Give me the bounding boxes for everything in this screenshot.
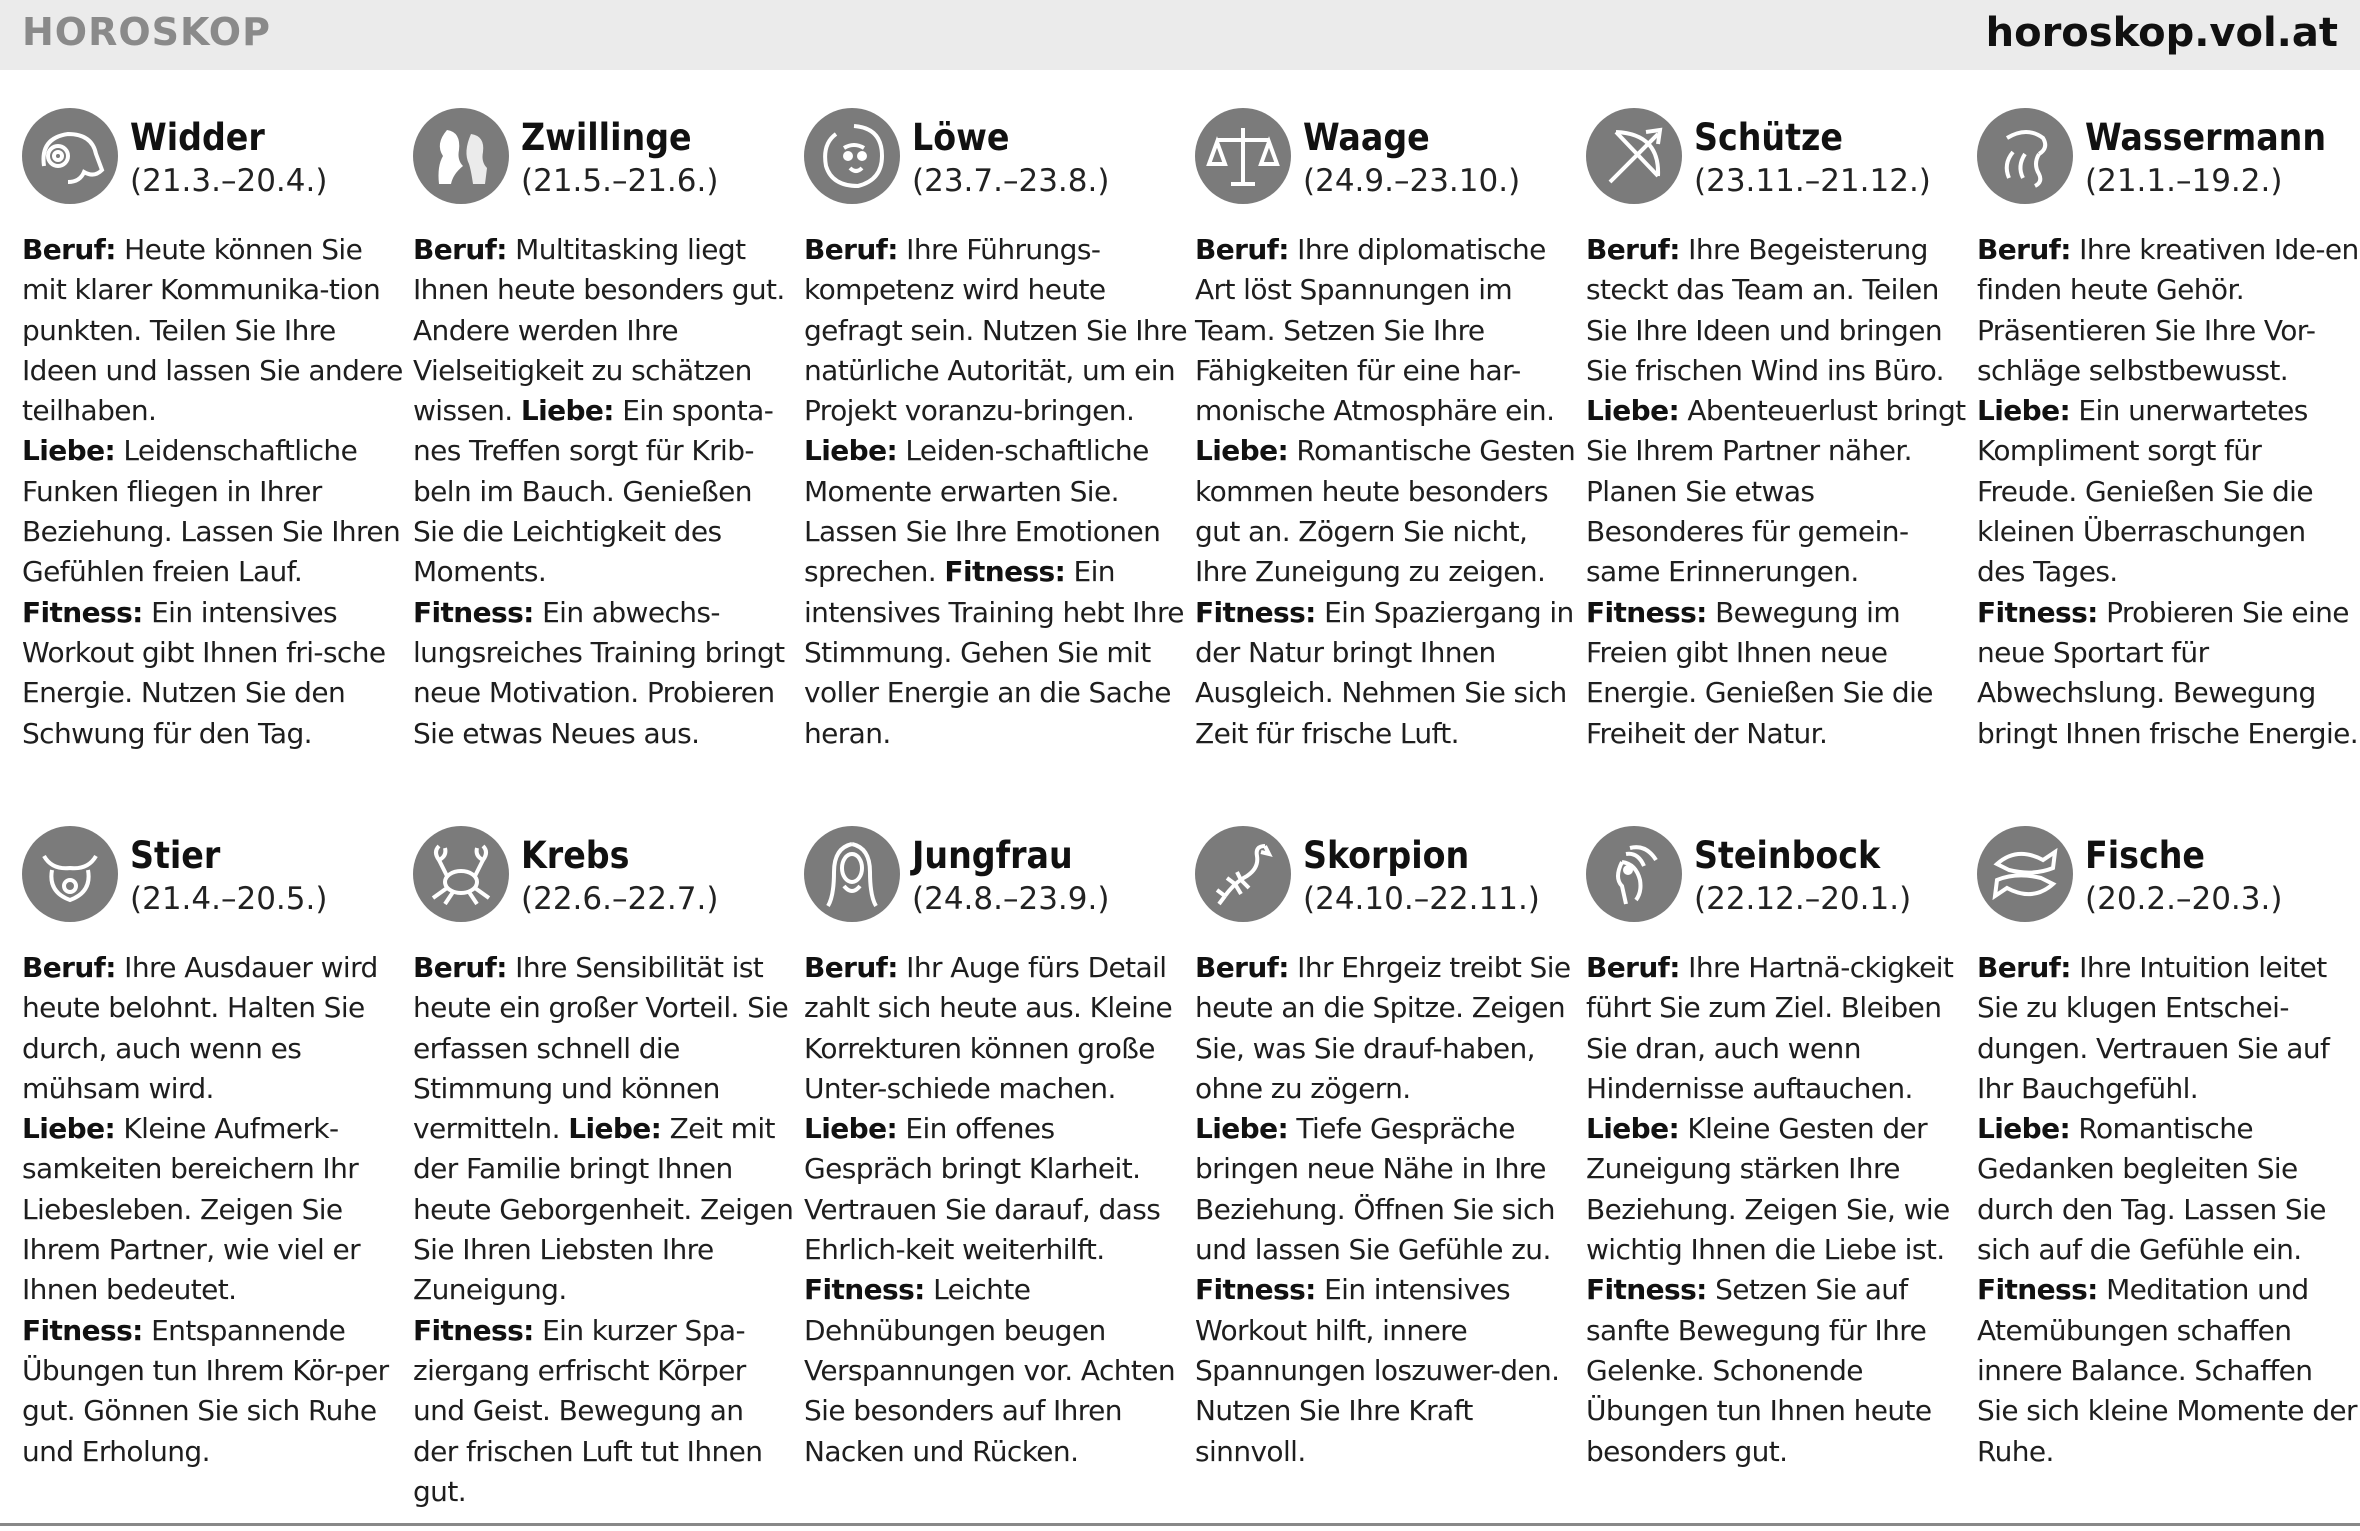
sign-name: Steinbock [1694, 834, 1881, 877]
text-beruf: Ihre Führungs-kompetenz wird heute gefragt sein. Nutzen Sie Ihre natürliche Autorität, um ein Projekt voranzu-bringen. [804, 233, 1187, 428]
label-fitness: Fitness: [1195, 1273, 1316, 1307]
label-liebe: Liebe: [22, 434, 116, 468]
fish-icon [1977, 826, 2073, 922]
text-fitness: Ein kurzer Spa-ziergang erfrischt Körper und Geist. Bewegung an der frischen Luft tut Ihnen gut. [413, 1313, 763, 1508]
goat-icon [1586, 826, 1682, 922]
label-beruf: Beruf: [1977, 233, 2071, 266]
label-fitness: Fitness: [804, 1273, 925, 1307]
text-fitness: Meditation und Atemübungen schaffen innere Balance. Schaffen Sie sich kleine Momente der Ruhe. [1977, 1273, 2357, 1468]
sign-schuetze [1586, 108, 1977, 826]
text-fitness: Ein intensives Workout hilft, innere Spannungen loszuwer-den. Nutzen Sie Ihre Kraft sinnvoll. [1195, 1273, 1560, 1468]
label-liebe: Liebe: [1977, 1112, 2071, 1146]
label-fitness: Fitness: [1195, 595, 1316, 629]
label-beruf: Beruf: [22, 951, 116, 984]
label-beruf: Beruf: [804, 233, 898, 266]
text-liebe: Romantische Gesten kommen heute besonders gut an. Zögern Sie nicht, Ihre Zuneigung zu zeigen. [1195, 434, 1576, 589]
sign-text [22, 230, 405, 754]
sign-dates: (21.3.–20.4.) [130, 163, 328, 199]
sign-dates: (22.12.–20.1.) [1694, 881, 1912, 917]
label-beruf: Beruf: [804, 951, 898, 984]
label-fitness: Fitness: [1586, 1273, 1707, 1307]
crab-icon [413, 826, 509, 922]
label-liebe: Liebe: [1977, 394, 2071, 428]
label-fitness: Fitness: [413, 595, 534, 629]
text-fitness: Entspannende Übungen tun Ihrem Kör-per gut. Gönnen Sie sich Ruhe und Erholung. [22, 1313, 389, 1468]
label-liebe: Liebe: [804, 434, 898, 468]
text-fitness: Ein abwechs-lungsreiches Training bringt neue Motivation. Probieren Sie etwas Neues aus. [413, 595, 785, 750]
text-liebe: Abenteuerlust bringt Sie Ihrem Partner näher. Planen Sie etwas Besonderes für gemein-same Erinnerungen. [1586, 394, 1966, 589]
sign-dates: (23.7.–23.8.) [912, 163, 1110, 199]
text-liebe: Kleine Gesten der Zuneigung stärken Ihre Beziehung. Zeigen Sie, wie wichtig Ihnen die Liebe ist. [1586, 1112, 1950, 1267]
virgin-icon [804, 826, 900, 922]
label-liebe: Liebe: [804, 1112, 898, 1146]
label-liebe: Liebe: [1586, 394, 1680, 428]
twins-icon [413, 108, 509, 204]
sign-text [413, 948, 796, 1512]
sign-skorpion [1195, 826, 1586, 1523]
label-beruf: Beruf: [1195, 951, 1289, 984]
text-beruf: Ihre Intuition leitet Sie zu klugen Entschei-dungen. Vertrauen Sie auf Ihr Bauchgefühl. [1977, 951, 2330, 1105]
label-beruf: Beruf: [1195, 233, 1289, 266]
sign-name: Stier [130, 834, 221, 877]
page-title: HOROSKOP [22, 10, 271, 54]
sign-text [804, 948, 1187, 1472]
label-beruf: Beruf: [1977, 951, 2071, 984]
sign-text [22, 948, 405, 1472]
sign-name: Schütze [1694, 116, 1843, 159]
text-fitness: Ein Spaziergang in der Natur bringt Ihnen Ausgleich. Nehmen Sie sich Zeit für frische Luft. [1195, 595, 1574, 750]
sign-steinbock [1586, 826, 1977, 1523]
label-beruf: Beruf: [413, 233, 507, 266]
sign-text [804, 230, 1187, 754]
text-beruf: Heute können Sie mit klarer Kommunika-tion punkten. Teilen Sie Ihre Ideen und lassen Sie andere teilhaben. [22, 233, 403, 428]
text-beruf: Ihre Ausdauer wird heute belohnt. Halten Sie durch, auch wenn es mühsam wird. [22, 951, 378, 1105]
ram-icon [22, 108, 118, 204]
sign-dates: (24.10.–22.11.) [1303, 881, 1540, 917]
sign-name: Löwe [912, 116, 1010, 159]
header-bar [0, 0, 2360, 70]
text-fitness: Ein intensives Workout gibt Ihnen fri-sche Energie. Nutzen Sie den Schwung für den Tag. [22, 595, 386, 750]
sign-name: Widder [130, 116, 265, 159]
label-beruf: Beruf: [1586, 951, 1680, 984]
archer-icon [1586, 108, 1682, 204]
label-liebe: Liebe: [22, 1112, 116, 1146]
sign-text [1977, 230, 2360, 754]
text-beruf: Ihre kreativen Ide-en finden heute Gehör. Präsentieren Sie Ihre Vor-schläge selbstbewusst. [1977, 233, 2359, 387]
sign-text [1977, 948, 2360, 1472]
sign-dates: (22.6.–22.7.) [521, 881, 719, 917]
text-liebe: Ein unerwartetes Kompliment sorgt für Freude. Genießen Sie die kleinen Überraschungen des Tages. [1977, 394, 2313, 589]
text-liebe: Kleine Aufmerk-samkeiten bereichern Ihr Liebesleben. Zeigen Sie Ihrem Partner, wie viel er Ihnen bedeutet. [22, 1112, 361, 1307]
sign-dates: (24.9.–23.10.) [1303, 163, 1521, 199]
text-fitness: Setzen Sie auf sanfte Bewegung für Ihre Gelenke. Schonende Übungen tun Ihnen heute besonders gut. [1586, 1273, 1932, 1468]
sign-jungfrau [804, 826, 1195, 1523]
sign-text [1195, 230, 1578, 754]
text-liebe: Leidenschaftliche Funken fliegen in Ihrer Beziehung. Lassen Sie Ihren Gefühlen freien Lauf. [22, 434, 401, 589]
label-liebe: Liebe: [1586, 1112, 1680, 1146]
sign-loewe [804, 108, 1195, 826]
sign-name: Wassermann [2085, 116, 2327, 159]
label-beruf: Beruf: [1586, 233, 1680, 266]
label-fitness: Fitness: [944, 555, 1066, 589]
site-link[interactable]: horoskop.vol.at [1985, 10, 2338, 56]
text-liebe: Romantische Gedanken begleiten Sie durch den Tag. Lassen Sie sich auf die Gefühle ein. [1977, 1112, 2326, 1267]
sign-dates: (21.5.–21.6.) [521, 163, 719, 199]
sign-dates: (21.1.–19.2.) [2085, 163, 2283, 199]
sign-dates: (24.8.–23.9.) [912, 881, 1110, 917]
scorpion-icon [1195, 826, 1291, 922]
text-fitness: Probieren Sie eine neue Sportart für Abwechslung. Bewegung bringt Ihnen frische Energie. [1977, 595, 2359, 750]
sign-name: Skorpion [1303, 834, 1470, 877]
text-liebe: Leiden-schaftliche Momente erwarten Sie. Lassen Sie Ihre Emotionen sprechen. [804, 434, 1161, 589]
label-fitness: Fitness: [22, 1313, 143, 1347]
text-liebe: Ein sponta-nes Treffen sorgt für Krib-beln im Bauch. Genießen Sie die Leichtigkeit des Moments. [413, 394, 774, 589]
text-fitness: Ein intensives Training hebt Ihre Stimmung. Gehen Sie mit voller Energie an die Sache heran. [804, 555, 1184, 750]
text-liebe: Zeit mit der Familie bringt Ihnen heute Geborgenheit. Zeigen Sie Ihren Liebsten Ihre Zuneigung. [413, 1112, 794, 1307]
lion-icon [804, 108, 900, 204]
text-fitness: Leichte Dehnübungen beugen Verspannungen vor. Achten Sie besonders auf Ihren Nacken und Rücken. [804, 1273, 1176, 1468]
sign-zwillinge [413, 108, 804, 826]
sign-widder [22, 108, 413, 826]
sign-name: Jungfrau [912, 834, 1073, 877]
label-fitness: Fitness: [1977, 595, 2098, 629]
sign-name: Fische [2085, 834, 2205, 877]
label-liebe: Liebe: [568, 1112, 662, 1146]
sign-fische [1977, 826, 2360, 1523]
sign-text [413, 230, 796, 754]
bull-icon [22, 826, 118, 922]
text-liebe: Ein offenes Gespräch bringt Klarheit. Vertrauen Sie darauf, dass Ehrlich-keit weiterhilft. [804, 1112, 1161, 1267]
label-beruf: Beruf: [413, 951, 507, 984]
sign-dates: (21.4.–20.5.) [130, 881, 328, 917]
scales-icon [1195, 108, 1291, 204]
sign-name: Krebs [521, 834, 630, 877]
sign-dates: (20.2.–20.3.) [2085, 881, 2283, 917]
sign-stier [22, 826, 413, 1523]
label-beruf: Beruf: [22, 233, 116, 266]
text-beruf: Ihre diplomatische Art löst Spannungen im Team. Setzen Sie Ihre Fähigkeiten für eine har-monische Atmosphäre ein. [1195, 233, 1555, 428]
text-beruf: Ihr Ehrgeiz treibt Sie heute an die Spitze. Zeigen Sie, was Sie drauf-haben, ohne zu zögern. [1195, 951, 1571, 1105]
label-fitness: Fitness: [413, 1313, 534, 1347]
label-liebe: Liebe: [1195, 1112, 1289, 1146]
sign-text [1586, 948, 1969, 1472]
text-beruf: Multitasking liegt Ihnen heute besonders gut. Andere werden Ihre Vielseitigkeit zu schätzen wissen. [413, 233, 785, 428]
horoscope-grid [22, 108, 2359, 1523]
sign-name: Waage [1303, 116, 1430, 159]
water-bearer-icon [1977, 108, 2073, 204]
text-beruf: Ihre Begeisterung steckt das Team an. Teilen Sie Ihre Ideen und bringen Sie frischen Wind ins Büro. [1586, 233, 1944, 387]
sign-waage [1195, 108, 1586, 826]
label-fitness: Fitness: [22, 595, 143, 629]
text-beruf: Ihr Auge fürs Detail zahlt sich heute aus. Kleine Korrekturen können große Unter-schiede machen. [804, 951, 1173, 1105]
text-fitness: Bewegung im Freien gibt Ihnen neue Energie. Genießen Sie die Freiheit der Natur. [1586, 595, 1933, 750]
sign-dates: (23.11.–21.12.) [1694, 163, 1931, 199]
text-beruf: Ihre Sensibilität ist heute ein großer Vorteil. Sie erfassen schnell die Stimmung und können vermitteln. [413, 951, 789, 1146]
label-fitness: Fitness: [1586, 595, 1707, 629]
text-beruf: Ihre Hartnä-ckigkeit führt Sie zum Ziel. Bleiben Sie dran, auch wenn Hindernisse auftauchen. [1586, 951, 1954, 1105]
sign-name: Zwillinge [521, 116, 692, 159]
sign-wassermann [1977, 108, 2360, 826]
sign-text [1195, 948, 1578, 1472]
label-liebe: Liebe: [1195, 434, 1289, 468]
sign-krebs [413, 826, 804, 1523]
text-liebe: Tiefe Gespräche bringen neue Nähe in Ihre Beziehung. Öffnen Sie sich und lassen Sie Gefühle zu. [1195, 1112, 1555, 1267]
sign-text [1586, 230, 1969, 754]
bottom-rule [0, 1523, 2360, 1526]
label-fitness: Fitness: [1977, 1273, 2098, 1307]
label-liebe: Liebe: [520, 394, 614, 428]
